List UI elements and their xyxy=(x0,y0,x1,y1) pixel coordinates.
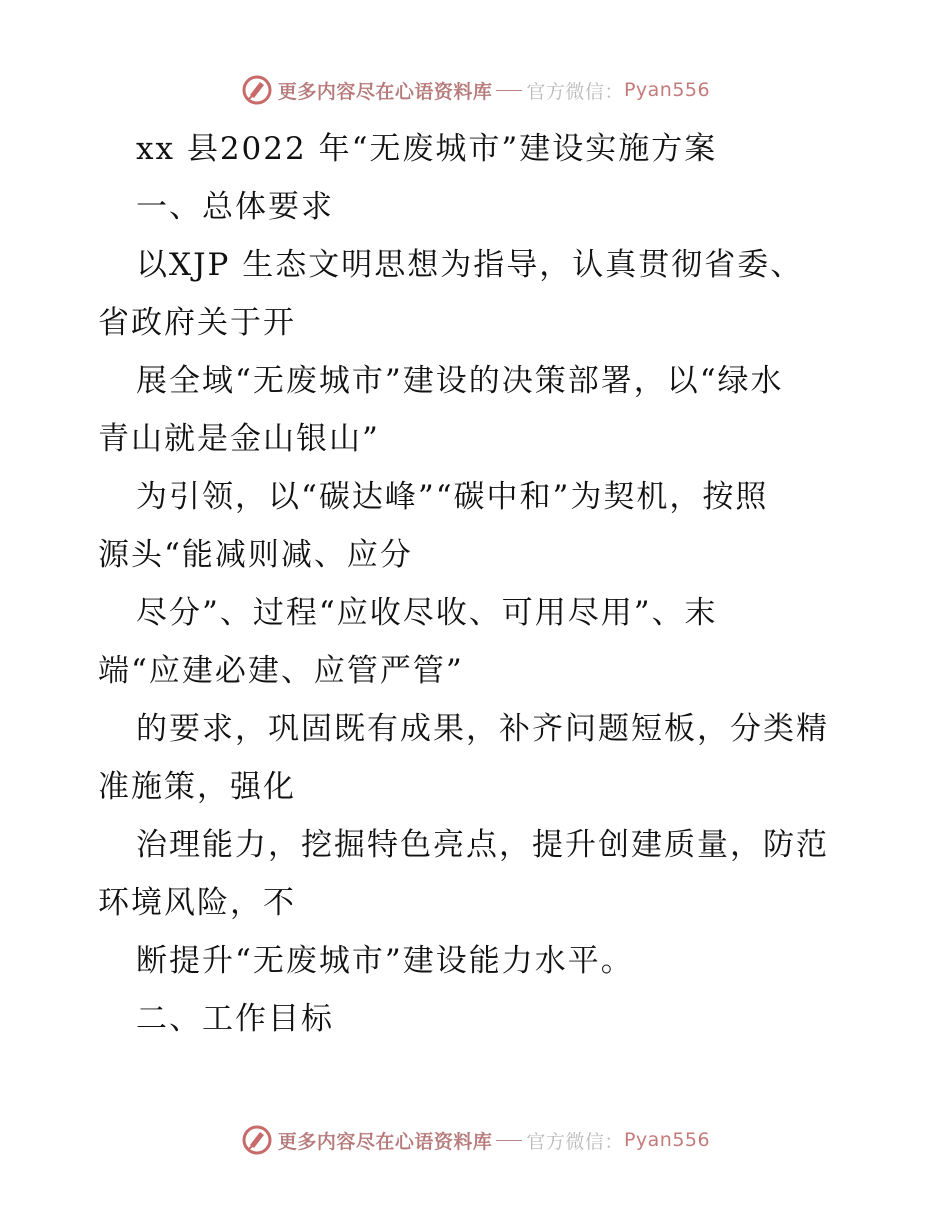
watermark-dash xyxy=(496,90,522,91)
paragraph-line: 环境风险，不 xyxy=(98,885,296,921)
paragraph-line: 端“应建必建、应管严管” xyxy=(98,653,464,689)
paragraph-line: 展全域“无废城市”建设的决策部署，以“绿水 xyxy=(136,363,784,399)
paragraph-line: 源头“能减则减、应分 xyxy=(98,537,413,573)
logo-icon xyxy=(240,73,274,107)
paragraph-line: 的要求，巩固既有成果，补齐问题短板，分类精 xyxy=(136,711,829,747)
watermark-wechat-label: 官方微信： xyxy=(526,80,624,103)
section-heading: 二、工作目标 xyxy=(136,1001,334,1037)
paragraph-line: 准施策，强化 xyxy=(98,769,296,805)
paragraph-line: 断提升“无废城市”建设能力水平。 xyxy=(136,943,634,979)
paragraph-line: 省政府关于开 xyxy=(98,305,296,341)
watermark-dash xyxy=(496,1140,522,1141)
logo-icon xyxy=(240,1123,274,1157)
watermark-text: 更多内容尽在心语资料库 xyxy=(277,1130,493,1153)
watermark-wechat-id: Pyan556 xyxy=(623,1129,711,1151)
header-watermark xyxy=(0,70,950,110)
paragraph-line: 以XJP 生态文明思想为指导，认真贯彻省委、 xyxy=(136,247,804,283)
watermark-text: 更多内容尽在心语资料库 xyxy=(277,80,493,103)
watermark-wechat-id: Pyan556 xyxy=(623,79,711,101)
paragraph-line: 为引领，以“碳达峰”“碳中和”为契机，按照 xyxy=(136,479,769,515)
document-title: xx 县2022 年“无废城市”建设实施方案 xyxy=(136,131,718,167)
paragraph-line: 治理能力，挖掘特色亮点，提升创建质量，防范 xyxy=(136,827,829,863)
footer-watermark xyxy=(0,1120,950,1160)
paragraph-line: 尽分”、过程“应收尽收、可用尽用”、末 xyxy=(136,595,718,631)
watermark-wechat-label: 官方微信： xyxy=(526,1130,624,1153)
paragraph-line: 青山就是金山银山” xyxy=(98,421,380,457)
section-heading: 一、总体要求 xyxy=(136,189,334,225)
